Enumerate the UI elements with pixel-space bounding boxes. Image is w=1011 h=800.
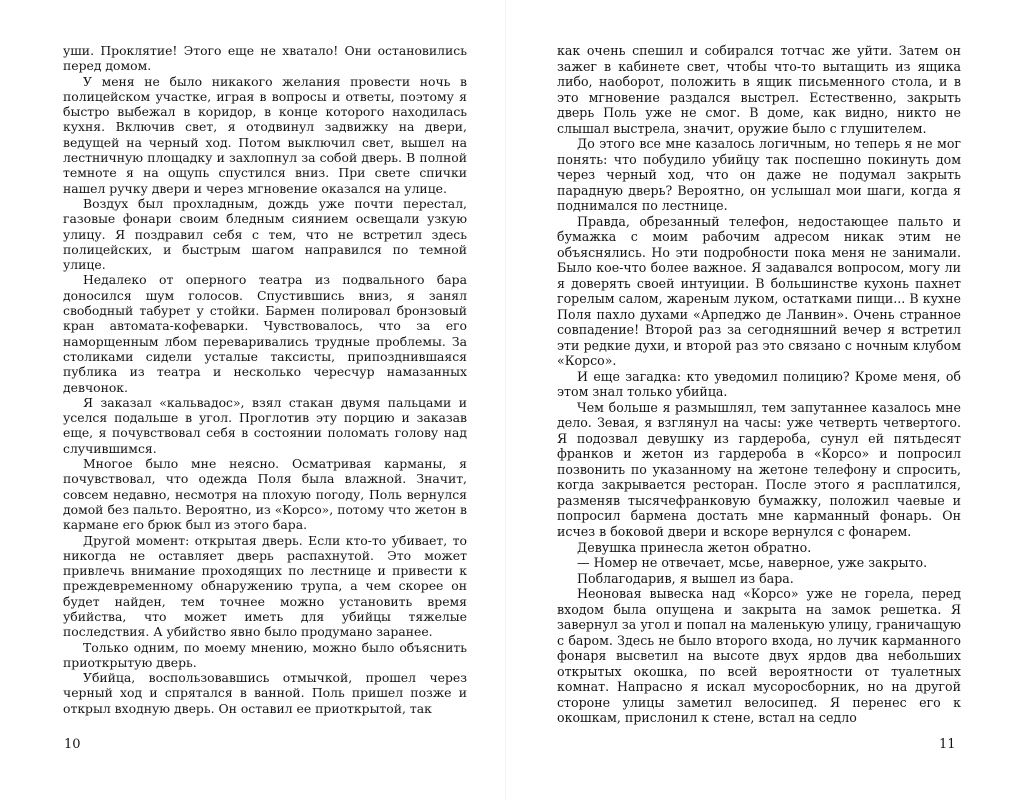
paragraph: Чем больше я размышлял, тем запутаннее казалось мне дело. Зевая, я взглянул на часы: уже четверть четвертого. Я подозвал девушку из гардероба, сунул ей пятьдесят франков и жетон из гардероба в «Корсо» и попросил позвонить по указанному на жетоне телефону и спросить, когда закрывается ресторан. После этого я расплатился, разменяв тысячефранковую бумажку, положил чаевые и попросил бармена достать мне карманный фонарь. Он исчез в боковой двери и вскоре вернулся с фонарем. bbox=[557, 399, 961, 539]
paragraph: Недалеко от оперного театра из подвального бара доносился шум голосов. Спустившись вниз, я занял свободный табурет у стойки. Бармен полировал бронзовый кран автомата-кофеварки. Чувствовалось, что за его наморщенным лбом переваривались трудные проблемы. За столиками сидели усталые таксисты, припозднившаяся публика из театра и несколько чересчур намазанных девчонок. bbox=[63, 272, 467, 395]
paragraph: Я заказал «кальвадос», взял стакан двумя пальцами и уселся подальше в угол. Проглотив эту порцию и заказав еще, я почувствовал себя в состоянии поломать голову над случившимся. bbox=[63, 394, 467, 456]
paragraph: уши. Проклятие! Этого еще не хватало! Они остановились перед домом. bbox=[63, 43, 467, 74]
left-page bbox=[0, 0, 505, 800]
right-page-text bbox=[557, 43, 961, 726]
paragraph: Многое было мне неясно. Осматривая карманы, я почувствовал, что одежда Поля была влажной. Значит, совсем недавно, несмотря на плохую погоду, Поль вернулся домой без пальто. Вероятно, из «Корсо», потому что жетон в кармане его брюк был из этого бара. bbox=[63, 456, 467, 533]
right-page bbox=[506, 0, 1011, 800]
page-number: 11 bbox=[939, 737, 956, 752]
paragraph: — Номер не отвечает, мсье, наверное, уже закрыто. bbox=[577, 555, 928, 571]
paragraph: Девушка принесла жетон обратно. bbox=[577, 539, 812, 555]
paragraph: У меня не было никакого желания провести ночь в полицейском участке, играя в вопросы и ответы, поэтому я быстро выбежал в коридор, в конце которого находилась кухня. Включив свет, я отодвинул задвижку на двери, ведущей на черный ход. Потом выключил свет, вышел на лестничную площадку и захлопнул за собой дверь. В полной темноте я на ощупь спустился вниз. При свете спички нашел ручку двери и через мгновение оказался на улице. bbox=[63, 73, 467, 196]
paragraph: Убийца, воспользовавшись отмычкой, прошел через черный ход и спрятался в ванной. Поль пришел позже и открыл входную дверь. Он оставил ее приоткрытой, так bbox=[63, 670, 467, 716]
paragraph: Неоновая вывеска над «Корсо» уже не горела, перед входом была опущена и закрыта на замок решетка. Я завернул за угол и попал на маленькую улицу, граничащую с баром. Здесь не было второго входа, но лучик карманного фонаря высветил на высоте двух ярдов два небольших открытых окошка, по всей вероятности от туалетных комнат. Напрасно я искал мусоросборник, но на другой стороне улицы заметил велосипед. Я перенес его к окошкам, прислонил к стене, встал на седло bbox=[557, 586, 961, 726]
paragraph: Воздух был прохладным, дождь уже почти перестал, газовые фонари своим бледным сиянием освещали узкую улицу. Я поздравил себя с тем, что не встретил здесь полицейских, и быстрым шагом направился по темной улице. bbox=[63, 195, 467, 273]
paragraph: И еще загадка: кто уведомил полицию? Кроме меня, об этом знал только убийца. bbox=[557, 368, 961, 400]
page-number: 10 bbox=[64, 737, 81, 752]
paragraph: Правда, обрезанный телефон, недостающее пальто и бумажка с моим рабочим адресом никак этим не объяснялись. Но эти подробности пока меня не занимали. Было кое-что более важное. Я задавался вопросом, могу ли я доверять своей интуиции. В большинстве кухонь пахнет горелым салом, жареным луком, остатками пищи... В кухне Поля пахло духами «Арпеджо де Ланвин». Очень странное совпадение! Второй раз за сегодняшний вечер я встретил эти редкие духи, и второй раз это связано с ночным клубом «Корсо». bbox=[557, 213, 961, 369]
paragraph: Другой момент: открытая дверь. Если кто-то убивает, то никогда не оставляет дверь распахнутой. Это может привлечь внимание проходящих по лестнице и привести к преждевременному обнаружению трупа, а чем скорее он будет найден, тем точнее можно установить время убийства, что может иметь для убийцы тяжелые последствия. А убийство явно было продумано заранее. bbox=[63, 532, 467, 640]
paragraph: Только одним, по моему мнению, можно было объяснить приоткрытую дверь. bbox=[63, 639, 467, 670]
paragraph: Поблагодарив, я вышел из бара. bbox=[577, 570, 794, 586]
paragraph: как очень спешил и собирался тотчас же уйти. Затем он зажег в кабинете свет, чтобы что-то вытащить из ящика либо, наоборот, положить в ящик письменного стола, и в это мгновение раздался выстрел. Естественно, закрыть дверь Поль уже не смог. В доме, как видно, никто не слышал выстрела, значит, оружие было с глушителем. bbox=[557, 43, 961, 136]
left-page-text bbox=[63, 43, 467, 716]
paragraph: До этого все мне казалось логичным, но теперь я не мог понять: что побудило убийцу так поспешно покинуть дом через черный ход, что он даже не подумал закрыть парадную дверь? Вероятно, он услышал мои шаги, когда я поднимался по лестнице. bbox=[557, 136, 961, 214]
